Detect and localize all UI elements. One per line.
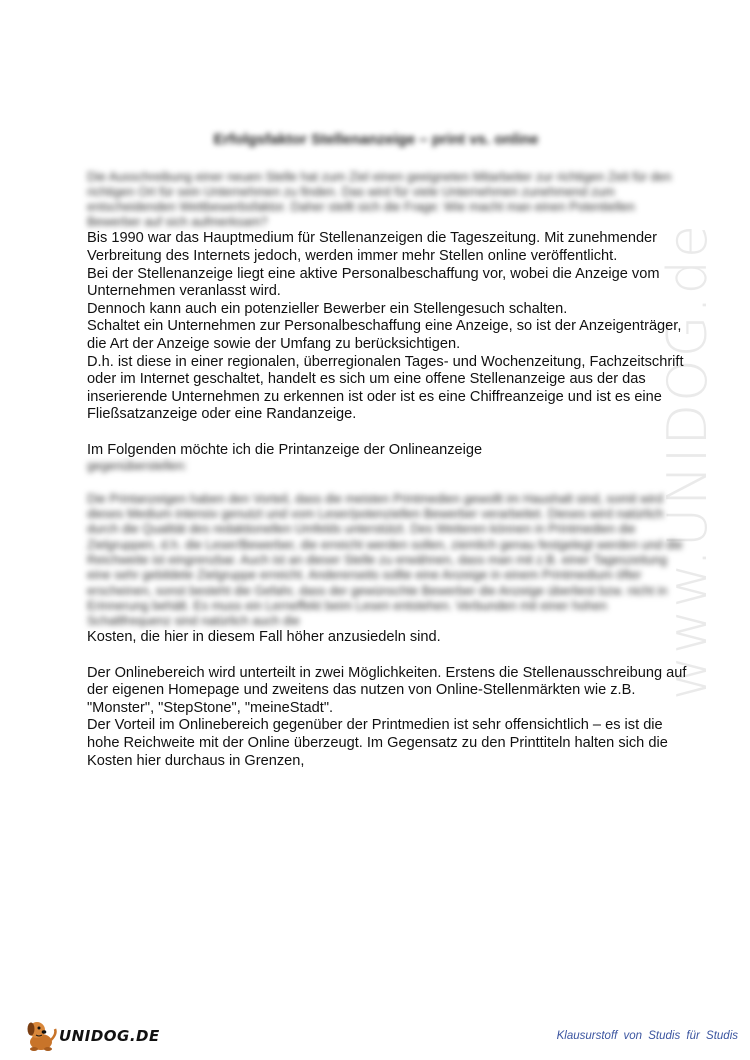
- paragraph-folgenden: Im Folgenden möchte ich die Printanzeige der Onlineanzeige: [87, 441, 483, 458]
- paragraph-vorteil-online: Der Vorteil im Onlinebereich gegenüber der Printmedien ist sehr offensichtlich – es ist die hohe Reichweite mit der Online überzeugt. Im Gegensatz zu den Printtiteln halten sich die Kosten hier durchaus in Grenzen,: [87, 717, 668, 769]
- paragraph-spacer: [87, 474, 687, 492]
- paragraph-folgenden-blurred: gegenüberstellen:: [87, 459, 188, 474]
- paragraph-anzeigenarten: D.h. ist diese in einer regionalen, überregionalen Tages- und Wochenzeitung, Fachzeitschrift oder im Internet geschaltet, handelt es sich um eine offene Stellenanzeige aus der das inserierende Unternehmen zu erkennen ist oder ist es eine Chiffreanzeige und ist es eine Fließsatzanzeige oder eine Randanzeige.: [87, 353, 684, 423]
- document-body: [87, 170, 687, 770]
- intro-paragraph-blurred: Die Ausschreibung einer neuen Stelle hat zum Ziel einen geeigneten Mitarbeiter zur richtigen Zeit für den richtigen Ort für sein Unternehmen zu finden. Das wird für viele Unternehmen zunehmend zum entscheidenden Wettbewerbsfaktor. Daher stellt sich die Frage: Wie macht man einen Potentiellen Bewerber auf sich aufmerksam?: [87, 170, 672, 230]
- unidog-logo[interactable]: [24, 1018, 164, 1052]
- paragraph-tageszeitung: Bis 1990 war das Hauptmedium für Stellenanzeigen die Tageszeitung. Mit zunehmender Verbreitung des Internets jedoch, werden immer mehr Stellen online veröffentlicht.: [87, 230, 658, 264]
- paragraph-stellengesuch: Dennoch kann auch ein potenzieller Bewerber ein Stellengesuch schalten.: [87, 300, 568, 317]
- footer-tagline: Klausurstoff von Studis für Studis: [556, 1030, 738, 1042]
- paragraph-kosten: Kosten, die hier in diesem Fall höher anzusiedeln sind.: [87, 629, 441, 646]
- paragraph-spacer: [87, 647, 687, 665]
- document-title: Erfolgsfaktor Stellenanzeige – print vs. online: [213, 131, 539, 148]
- watermark-text: www.UNIDOG.de: [656, 222, 719, 700]
- dog-mascot-icon: [24, 1018, 60, 1052]
- paragraph-spacer: [87, 424, 687, 442]
- logo-text: UNIDOG.DE: [59, 1027, 160, 1045]
- paragraph-personalbeschaffung: Bei der Stellenanzeige liegt eine aktive Personalbeschaffung vor, wobei die Anzeige vom Unternehmen veranlasst wird.: [87, 265, 660, 300]
- paragraph-onlinebereich: Der Onlinebereich wird unterteilt in zwei Möglichkeiten. Erstens die Stellenausschreibung auf der eigenen Homepage und zweitens das nutzen von Online-Stellenmärkten wie z.B. "Monster", "StepStone", "meineStadt".: [87, 664, 687, 716]
- paragraph-anzeigentraeger: Schaltet ein Unternehmen zur Personalbeschaffung eine Anzeige, so ist der Anzeigenträger, die Art der Anzeige sowie der Umfang zu berücksichtigen.: [87, 318, 682, 352]
- paragraph-printanzeige-blurred: Die Printanzeigen haben den Vorteil, dass die meisten Printmedien gewollt im Haushalt sind, somit wird dieses Medium intensiv genutzt und vom Leser/potenziellen Bewerber verarbeitet. Dieses wird natürlich durch die Qualität des redaktionellen Umfelds unterstützt. Des Weiteren können in Printmedien die Zielgruppen, d.h. die Leser/Bewerber, die erreicht werden sollen, ziemlich genau festgelegt werden und die Reichweite ist eingrenzbar. Auch ist an dieser Stelle zu erwähnen, dass man mit z.B. einer Tageszeitung eine sehr gebildete Zielgruppe erreicht. Andererseits sollte eine Anzeige in einem Printmedium öfter erscheinen, sonst besteht die Gefahr, dass der gewünschte Bewerber die Anzeige überliest bzw. nicht in Erinnerung behält. Es muss ein Lerneffekt beim Lesen entstehen. Verbunden mit einer hohen Schaltfrequenz sind natürlich auch die: [87, 491, 683, 629]
